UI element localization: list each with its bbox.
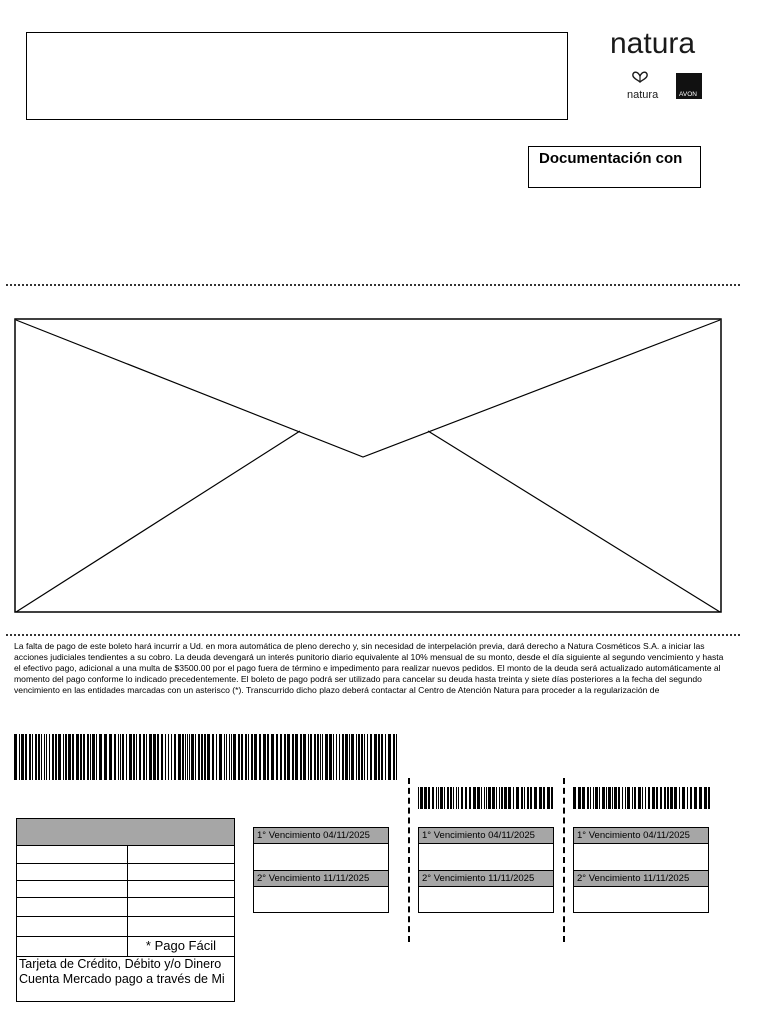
barcode-bar (374, 734, 377, 780)
barcode-bar (447, 787, 449, 809)
barcode-bar (364, 734, 365, 780)
barcode-bar (388, 734, 391, 780)
barcode-bar (92, 734, 95, 780)
barcode-bar (694, 787, 697, 809)
barcode-bar (129, 734, 132, 780)
barcode-bar (420, 787, 423, 809)
barcode-bar (143, 734, 145, 780)
brand-sub-logos (610, 62, 722, 102)
barcode-bar (153, 734, 156, 780)
barcode-bar (652, 787, 655, 809)
barcode-bar (322, 734, 323, 780)
barcode-bar (314, 734, 316, 780)
barcode-bar (14, 734, 17, 780)
address-box (26, 32, 568, 120)
barcode-bar (450, 787, 452, 809)
barcode-bar (486, 787, 487, 809)
barcode-bar (35, 734, 37, 780)
barcode-bar (280, 734, 282, 780)
barcode-bar (634, 787, 636, 809)
barcode-bar (219, 734, 222, 780)
barcode-bar (19, 734, 20, 780)
barcode-bar (118, 734, 119, 780)
barcode-bar (65, 734, 67, 780)
barcode-bar (251, 734, 253, 780)
barcode-bar (351, 734, 354, 780)
barcode-bar (458, 787, 459, 809)
barcode-bar (499, 787, 500, 809)
barcode-bar (195, 734, 196, 780)
barcode-bar (308, 734, 309, 780)
barcode-bar (393, 734, 395, 780)
barcode-bar (174, 734, 176, 780)
first-due-date: 1° Vencimiento 04/11/2025 (254, 827, 388, 844)
barcode-bar (527, 787, 529, 809)
barcode-bar (191, 734, 194, 780)
cut-line-vertical-2 (563, 778, 565, 942)
barcode-bar (687, 787, 688, 809)
barcode-bar (114, 734, 116, 780)
barcode-bar (49, 734, 50, 780)
barcode-bar (21, 734, 24, 780)
barcode-bar (161, 734, 163, 780)
barcode-bar (453, 787, 454, 809)
barcode-bar (602, 787, 605, 809)
barcode-bar (590, 787, 591, 809)
barcode-bar (52, 734, 54, 780)
barcode-bar (424, 787, 427, 809)
barcode-bar (648, 787, 650, 809)
barcode-bar (216, 734, 217, 780)
barcode-bar (276, 734, 278, 780)
barcode-bar (622, 787, 623, 809)
barcode-bar (201, 734, 203, 780)
first-due-date: 1° Vencimiento 04/11/2025 (574, 827, 708, 844)
barcode-bar (469, 787, 471, 809)
barcode-bar (189, 734, 190, 780)
barcode-bar (136, 734, 137, 780)
barcode-bar (238, 734, 240, 780)
barcode-bar (488, 787, 491, 809)
vencimiento-box (573, 827, 709, 913)
barcode-bar (551, 787, 553, 809)
barcode-bar (608, 787, 611, 809)
barcode-bar (178, 734, 181, 780)
barcode-bar (76, 734, 79, 780)
barcode-bar (599, 787, 600, 809)
barcode-bar (361, 734, 363, 780)
barcode-bar (385, 734, 386, 780)
barcode-bar (254, 734, 257, 780)
barcode-bar (367, 734, 368, 780)
barcode-bar (396, 734, 397, 780)
cut-line-middle (6, 634, 740, 636)
avon-logo-text: AVON (679, 91, 697, 98)
barcode-bar (496, 787, 497, 809)
pago-facil-label: * Pago Fácil (145, 938, 216, 953)
cut-line-top (6, 284, 740, 286)
barcode-bar (618, 787, 620, 809)
barcode-bar (456, 787, 457, 809)
barcode-bar (267, 734, 269, 780)
document-label: Documentación con (528, 146, 701, 188)
barcode-bar (29, 734, 31, 780)
second-due-date: 2° Vencimiento 11/11/2025 (254, 870, 388, 887)
barcode-bar (349, 734, 350, 780)
vencimiento-box (253, 827, 389, 913)
barcode-bar (212, 734, 214, 780)
barcode-bar (670, 787, 673, 809)
barcode-bar (381, 734, 383, 780)
barcode-bar (68, 734, 71, 780)
barcode-bar (133, 734, 135, 780)
barcode-bar (699, 787, 702, 809)
barcode-bar (185, 734, 186, 780)
barcode-bar (58, 734, 61, 780)
barcode-bar (704, 787, 707, 809)
barcode-bar (287, 734, 290, 780)
barcode-bar (358, 734, 360, 780)
barcode-bar (259, 734, 261, 780)
barcode-bar (182, 734, 184, 780)
barcode-bar (87, 734, 89, 780)
barcode-bar (595, 787, 598, 809)
barcode-bar (484, 787, 485, 809)
barcode-bar (263, 734, 266, 780)
barcode-bar (55, 734, 57, 780)
barcode-bar (122, 734, 124, 780)
barcode-bar (582, 787, 585, 809)
barcode-bar (461, 787, 463, 809)
barcode-bar (501, 787, 503, 809)
barcode-bar (231, 734, 232, 780)
barcode-bar (83, 734, 85, 780)
barcode-bar (63, 734, 64, 780)
barcode-bar (432, 787, 434, 809)
natura-flower-icon (633, 72, 647, 82)
barcode-bar (126, 734, 127, 780)
barcode-bar (632, 787, 633, 809)
barcode-bar (345, 734, 348, 780)
barcode-bar (157, 734, 159, 780)
barcode-bar (642, 787, 643, 809)
barcode-bar (606, 787, 607, 809)
envelope-window (14, 318, 722, 614)
barcode-bar (614, 787, 617, 809)
barcode-bar (44, 734, 45, 780)
barcode-bar (320, 734, 321, 780)
barcode-bar (428, 787, 430, 809)
barcode-bar (329, 734, 332, 780)
barcode-bar (492, 787, 495, 809)
barcode-bar (645, 787, 646, 809)
barcode-bar (679, 787, 680, 809)
barcode-bar (139, 734, 141, 780)
main-barcode (14, 734, 400, 780)
barcode-bar (99, 734, 102, 780)
barcode-bar (295, 734, 298, 780)
barcode-bar (333, 734, 334, 780)
barcode-bar (104, 734, 107, 780)
barcode-bar (342, 734, 344, 780)
barcode-bar (516, 787, 519, 809)
svg-text:natura: natura (610, 27, 696, 60)
payment-methods-table (16, 818, 235, 1002)
cut-line-vertical-1 (408, 778, 410, 942)
barcode-bar (80, 734, 82, 780)
second-due-date: 2° Vencimiento 11/11/2025 (419, 870, 553, 887)
barcode-bar (690, 787, 692, 809)
barcode-bar (481, 787, 482, 809)
barcode-bar (303, 734, 306, 780)
natura-sub-logo: natura (627, 89, 659, 101)
barcode-bar (438, 787, 439, 809)
barcode-bar (207, 734, 210, 780)
barcode-bar (187, 734, 188, 780)
payment-table-header (17, 819, 234, 846)
barcode-bar (524, 787, 525, 809)
barcode-bar (90, 734, 91, 780)
barcode-bar (660, 787, 662, 809)
barcode-bar (356, 734, 357, 780)
barcode-bar (204, 734, 206, 780)
barcode-bar (465, 787, 467, 809)
barcode-bar (245, 734, 247, 780)
barcode-bar (168, 734, 169, 780)
barcode-bar (436, 787, 437, 809)
barcode-bar (682, 787, 685, 809)
barcode-bar (539, 787, 542, 809)
barcode-bar (310, 734, 312, 780)
barcode-bar (96, 734, 97, 780)
second-due-date: 2° Vencimiento 11/11/2025 (574, 870, 708, 887)
barcode-bar (625, 787, 626, 809)
barcode-bar (46, 734, 47, 780)
barcode-bar (587, 787, 589, 809)
barcode-bar (612, 787, 613, 809)
barcode-bar (513, 787, 514, 809)
barcode-bar (534, 787, 537, 809)
barcode-bar (120, 734, 121, 780)
barcode-bar (171, 734, 172, 780)
barcode-bar (638, 787, 641, 809)
barcode-bar (664, 787, 666, 809)
barcode-bar (300, 734, 302, 780)
first-due-date: 1° Vencimiento 04/11/2025 (419, 827, 553, 844)
barcode-bar (149, 734, 152, 780)
barcode-bar (32, 734, 33, 780)
barcode-bar (198, 734, 200, 780)
barcode-bar (146, 734, 147, 780)
barcode-bar (248, 734, 249, 780)
barcode-bar (109, 734, 112, 780)
barcode-bar (226, 734, 227, 780)
barcode-bar (317, 734, 319, 780)
barcode-bar (627, 787, 630, 809)
natura-logo (610, 24, 720, 64)
barcode-bar (708, 787, 710, 809)
legal-notice: La falta de pago de este boleto hará incurrir a Ud. en mora automática de pleno derecho y, sin necesidad de interpelación previa, dará derecho a Natura Cosméticos S.A. a iniciar las acciones judiciales tendientes a su cobro. La deuda devengará un interés punitorio diario equivalente al 10% mensual de su monto, desde el día siguiente al segundo vencimiento y hasta el efectivo pago, adicional a una multa de $3500.00 por el pago fuera de término e impedimento para realizar nuevos pedidos. El monto de la deuda será actualizado automáticamente al momento del pago conforme lo indicado precedentemente. El boleto de pago podrá ser utilizado para cancelar su deuda hasta treinta y siete días posteriores a la fecha del segundo vencimiento en las entidades marcadas con un asterisco (*). Transcurrido dicho plazo deberá contactar al Centro de Atención Natura para proceder a la regularización de (14, 641, 724, 695)
barcode-bar (674, 787, 677, 809)
barcode-bar (530, 787, 532, 809)
barcode-bar (325, 734, 328, 780)
barcode-bar (444, 787, 445, 809)
barcode-bar (593, 787, 594, 809)
barcode-bar (521, 787, 523, 809)
barcode-bar (25, 734, 27, 780)
barcode-bar (440, 787, 443, 809)
barcode-bar (224, 734, 225, 780)
barcode-bar (573, 787, 576, 809)
vencimiento-box (418, 827, 554, 913)
barcode-bar (477, 787, 480, 809)
barcode-bar (38, 734, 40, 780)
barcode-bar (578, 787, 581, 809)
barcode-bar (292, 734, 294, 780)
barcode-bar (543, 787, 545, 809)
barcode-bar (547, 787, 550, 809)
barcode-bar (233, 734, 236, 780)
stub-barcode-1 (418, 787, 556, 809)
barcode-bar (656, 787, 658, 809)
barcode-bar (284, 734, 286, 780)
barcode-bar (165, 734, 166, 780)
barcode-bar (667, 787, 669, 809)
barcode-bar (339, 734, 340, 780)
barcode-bar (72, 734, 74, 780)
barcode-bar (336, 734, 337, 780)
barcode-bar (378, 734, 380, 780)
barcode-bar (370, 734, 372, 780)
barcode-bar (504, 787, 507, 809)
barcode-bar (41, 734, 42, 780)
barcode-bar (229, 734, 230, 780)
stub-barcode-2 (573, 787, 711, 809)
barcode-bar (418, 787, 419, 809)
payment-methods-text: Tarjeta de Crédito, Débito y/o Dinero Cuenta Mercado pago a través de Mi (19, 957, 225, 986)
barcode-bar (271, 734, 274, 780)
barcode-bar (508, 787, 511, 809)
barcode-bar (241, 734, 243, 780)
barcode-bar (473, 787, 476, 809)
